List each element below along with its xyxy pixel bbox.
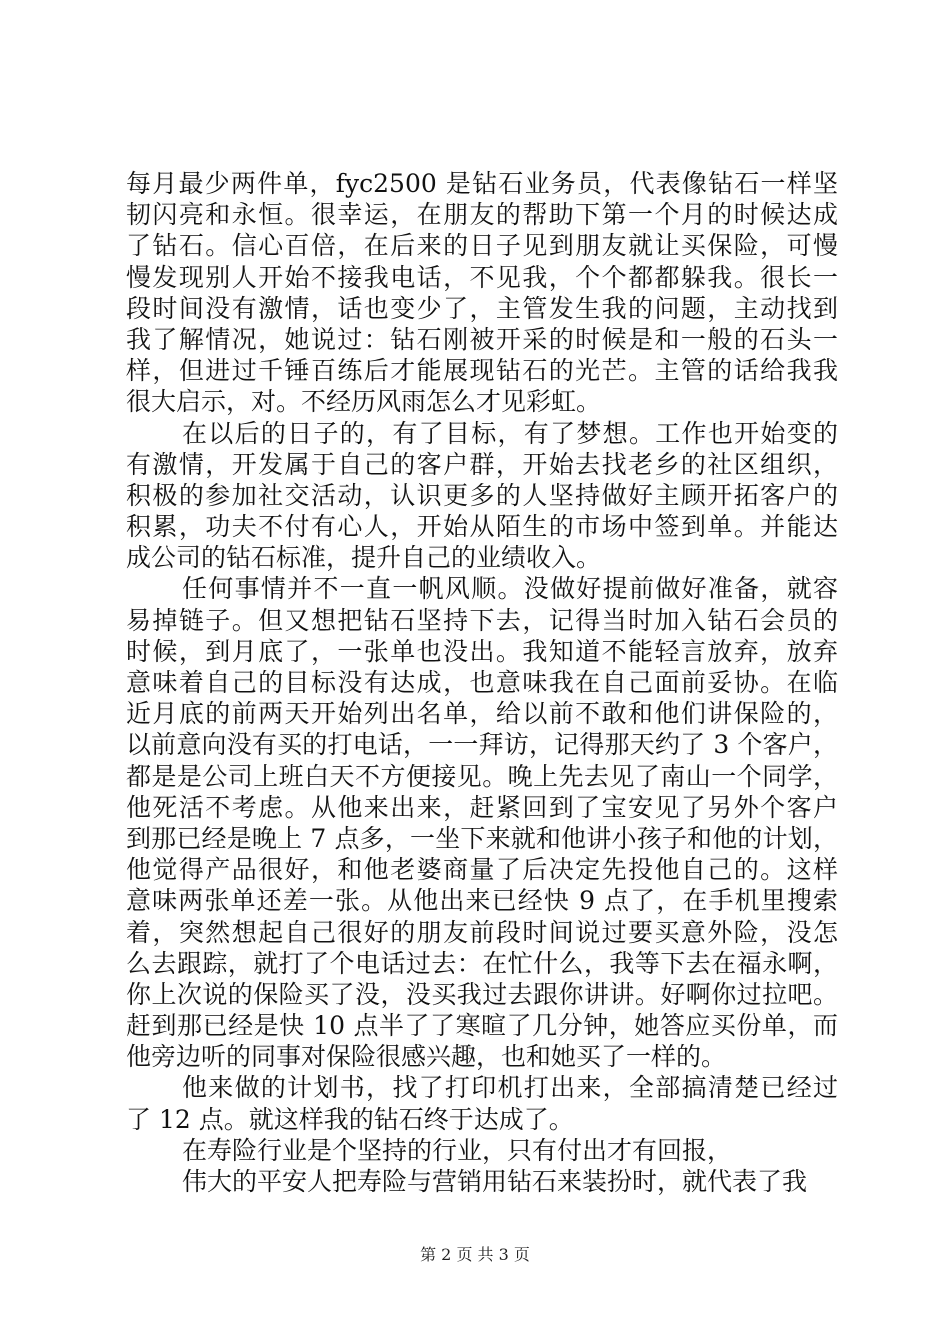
text-line: 到那已经是晚上 7 点多，一坐下来就和他讲小孩子和他的计划， — [126, 823, 838, 853]
text-line: 韧闪亮和永恒。很幸运，在朋友的帮助下第一个月的时候达成 — [126, 200, 838, 230]
text-line: 每月最少两件单，fyc2500 是钻石业务员，代表像钻石一样坚 — [126, 169, 838, 198]
text-line: 么去跟踪，就打了个电话过去：在忙什么，我等下去在福永啊， — [126, 948, 838, 978]
text-line: 他来做的计划书，找了打印机打出来，全部搞清楚已经过 — [182, 1073, 838, 1103]
text-line: 积累，功夫不付有心人，开始从陌生的市场中签到单。并能达 — [126, 512, 838, 542]
text-line: 成公司的钻石标准，提升自己的业绩收入。 — [126, 543, 602, 573]
text-line: 在以后的日子的，有了目标，有了梦想。工作也开始变的 — [182, 418, 838, 448]
paragraph — [126, 418, 838, 574]
text-line: 我了解情况，她说过：钻石刚被开采的时候是和一般的石头一 — [126, 324, 838, 354]
text-line: 慢发现别人开始不接我电话，不见我，个个都都躲我。很长一 — [126, 262, 838, 292]
text-line: 赶到那已经是快 10 点半了了寒暄了几分钟，她答应买份单，而 — [126, 1011, 838, 1041]
text-line: 在寿险行业是个坚持的行业，只有付出才有回报， — [182, 1135, 733, 1165]
text-line: 近月底的前两天开始列出名单，给以前不敢和他们讲保险的， — [126, 699, 838, 729]
document-body — [126, 168, 838, 1197]
text-line: 任何事情并不一直一帆风顺。没做好提前做好准备，就容 — [182, 574, 838, 604]
text-line: 意味着自己的目标没有达成，也意味我在自己面前妥协。在临 — [126, 668, 838, 697]
text-line: 很大启示，对。不经历风雨怎么才见彩虹。 — [126, 387, 602, 417]
text-line: 他死活不考虑。从他来出来，赶紧回到了宝安见了另外个客户 — [126, 792, 838, 822]
text-line: 样，但进过千锤百练后才能展现钻石的光芒。主管的话给我我 — [126, 356, 838, 386]
text-line: 易掉链子。但又想把钻石坚持下去，记得当时加入钻石会员的 — [126, 605, 838, 635]
text-line: 他觉得产品很好，和他老婆商量了后决定先投他自己的。这样 — [126, 855, 838, 885]
text-line: 了钻石。信心百倍，在后来的日子见到朋友就让买保险，可慢 — [126, 231, 838, 261]
paragraph — [126, 1072, 838, 1134]
text-line: 他旁边听的同事对保险很感兴趣，也和她买了一样的。 — [126, 1042, 727, 1072]
text-line: 着，突然想起自己很好的朋友前段时间说过要买意外险，没怎 — [126, 917, 838, 947]
text-line: 以前意向没有买的打电话，一一拜访，记得那天约了 3 个客户， — [126, 730, 838, 760]
text-line: 意味两张单还差一张。从他出来已经快 9 点了，在手机里搜索 — [126, 886, 838, 916]
text-line: 有激情，开发属于自己的客户群，开始去找老乡的社区组织， — [126, 449, 838, 479]
text-line: 伟大的平安人把寿险与营销用钻石来装扮时，就代表了我 — [182, 1167, 808, 1196]
text-line: 段时间没有激情，话也变少了，主管发生我的问题，主动找到 — [126, 293, 838, 323]
text-line: 时候，到月底了，一张单也没出。我知道不能轻言放弃，放弃 — [126, 636, 838, 666]
paragraph — [126, 1166, 838, 1197]
paragraph — [126, 573, 838, 1072]
text-line: 你上次说的保险买了没，没买我过去跟你讲讲。好啊你过拉吧。 — [126, 979, 838, 1009]
text-line: 了 12 点。就这样我的钻石终于达成了。 — [126, 1104, 574, 1134]
text-line: 都是是公司上班白天不方便接见。晚上先去见了南山一个同学， — [126, 761, 838, 791]
page-footer: 第 2 页 共 3 页 — [420, 1245, 530, 1264]
paragraph — [126, 1135, 838, 1166]
paragraph — [126, 168, 838, 418]
text-line: 积极的参加社交活动，认识更多的人坚持做好主顾开拓客户的 — [126, 480, 838, 510]
